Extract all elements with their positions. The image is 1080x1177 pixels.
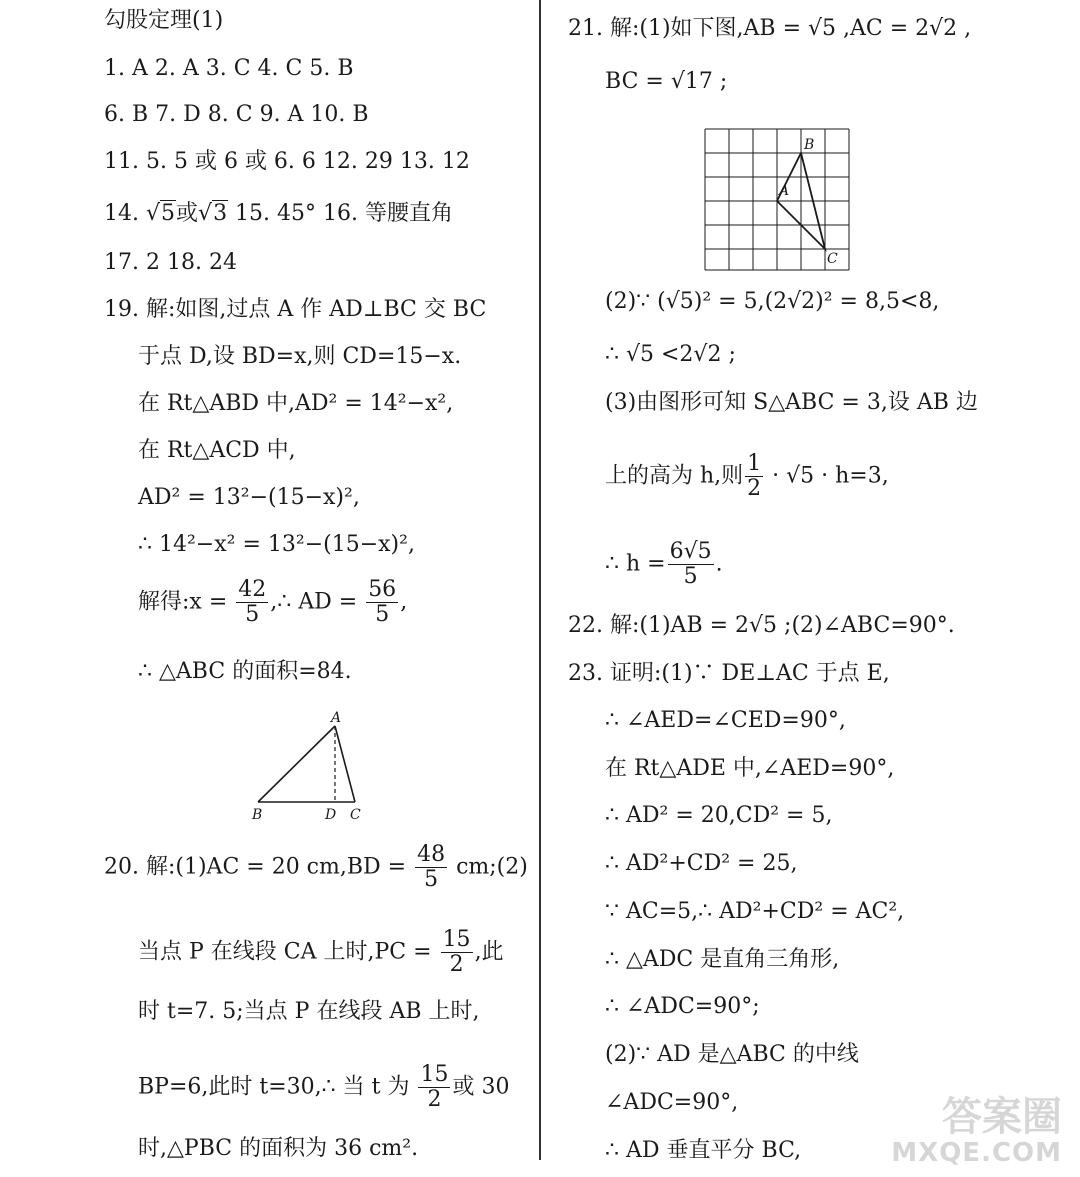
q19-line-5: AD² = 13²−(15−x)², [138, 485, 360, 510]
q20-line-3: 时 t=7. 5;当点 P 在线段 AB 上时, [138, 999, 480, 1024]
section-title: 勾股定理(1) [104, 8, 224, 33]
q19-line-3: 在 Rt△ABD 中,AD² = 14²−x², [138, 391, 454, 416]
watermark-url: MXQE.COM [891, 1138, 1062, 1168]
watermark-logo: 答案圈 [942, 1094, 1062, 1140]
q20-l1-text-a: 20. 解:(1)AC = 20 cm,BD = [104, 854, 407, 880]
q21-line-4: ∴ √5 <2√2 ; [605, 342, 736, 367]
fraction-42-5: $\frac{42}{5}$ [238, 577, 267, 627]
q19-l7-text-b: ,∴ AD = [270, 589, 358, 615]
q23-line-2: ∴ ∠AED=∠CED=90°, [605, 708, 846, 733]
q19-line-4: 在 Rt△ACD 中, [138, 438, 296, 463]
fraction-15-2-a: $\frac{15}{2}$ [442, 927, 471, 977]
answer-line-14-16 [104, 199, 453, 229]
q23-line-4: ∴ AD² = 20,CD² = 5, [605, 803, 833, 828]
q23-line-8: ∴ ∠ADC=90°; [605, 994, 760, 1019]
fraction-48-5: $\frac{48}{5}$ [417, 842, 446, 892]
fraction-56-5: $\frac{56}{5}$ [368, 577, 397, 627]
fraction-1-2: $\frac{1}{2}$ [747, 451, 762, 501]
q19-l7-text-c: , [400, 589, 408, 615]
q19-l7-text-a: 解得:x = [138, 589, 228, 615]
sqrt-3: √3 [198, 201, 228, 226]
q20-line-2 [138, 928, 504, 977]
q21-line-1: 21. 解:(1)如下图,AB = √5 ,AC = 2√2 , [568, 16, 972, 41]
label-B: B [252, 807, 263, 823]
answer-line-11-13: 11. 5. 5 或 6 或 6. 6 12. 29 13. 12 [104, 149, 470, 174]
answer-line-6-10: 6. B 7. D 8. C 9. A 10. B [104, 102, 369, 127]
q19-line-6: ∴ 14²−x² = 13²−(15−x)², [138, 532, 415, 557]
q23-line-1: 23. 证明:(1)∵ DE⊥AC 于点 E, [568, 661, 890, 686]
answer-line-17-18: 17. 2 18. 24 [104, 250, 237, 275]
q23-line-10: ∠ADC=90°, [605, 1090, 739, 1115]
q23-line-9: (2)∵ AD 是△ABC 的中线 [605, 1042, 859, 1067]
q20-l2-text-b: ,此 [474, 939, 504, 965]
q20-l4-text-b: 或 30 [452, 1074, 510, 1100]
label-B: B [804, 137, 815, 153]
q23-line-11: ∴ AD 垂直平分 BC, [605, 1138, 802, 1163]
q21-line-5: (3)由图形可知 S△ABC = 3,设 AB 边 [605, 390, 978, 415]
label-D: D [325, 807, 337, 823]
q20-l2-text-a: 当点 P 在线段 CA 上时,PC = [138, 939, 432, 965]
q20-line-4 [138, 1063, 509, 1112]
q21-line-2: BC = √17 ; [605, 69, 728, 94]
q14-or: 或 [176, 201, 199, 226]
q22-line: 22. 解:(1)AB = 2√5 ;(2)∠ABC=90°. [568, 613, 955, 638]
q21-l6-text-b: · √5 · h=3, [765, 463, 889, 489]
grid-figure-21 [700, 125, 860, 275]
q21-line-6 [605, 452, 889, 501]
q21-line-3: (2)∵ (√5)² = 5,(2√2)² = 8,5<8, [605, 289, 940, 314]
fraction-6root5-5: $\frac{6√5}{5}$ [669, 539, 712, 589]
q21-l6-text-a: 上的高为 h,则 [605, 463, 744, 489]
q19-line-2: 于点 D,设 BD=x,则 CD=15−x. [138, 344, 462, 369]
fraction-15-2-b: $\frac{15}{2}$ [420, 1062, 449, 1112]
label-A: A [331, 710, 342, 726]
label-A: A [779, 183, 790, 199]
triangle-figure-19 [240, 705, 380, 825]
q23-line-5: ∴ AD²+CD² = 25, [605, 851, 798, 876]
q21-l7-text-a: ∴ h = [605, 551, 666, 577]
q23-line-7: ∴ △ADC 是直角三角形, [605, 947, 840, 972]
q23-line-6: ∵ AC=5,∴ AD²+CD² = AC², [605, 899, 905, 924]
q19-line-7 [138, 578, 407, 627]
q14-number: 14. [104, 201, 146, 226]
q23-line-3: 在 Rt△ADE 中,∠AED=90°, [605, 756, 895, 781]
answer-line-1-5: 1. A 2. A 3. C 4. C 5. B [104, 56, 354, 81]
q20-line-1 [104, 843, 528, 892]
column-divider [539, 0, 541, 1160]
q19-line-8: ∴ △ABC 的面积=84. [138, 659, 352, 684]
q21-line-7 [605, 540, 723, 589]
watermark [891, 1095, 1062, 1167]
sqrt-5: √5 [145, 201, 176, 226]
q20-l4-text-a: BP=6,此时 t=30,∴ 当 t 为 [138, 1074, 410, 1100]
label-C: C [827, 251, 838, 267]
q20-line-5: 时,△PBC 的面积为 36 cm². [138, 1136, 419, 1161]
q19-line-1: 19. 解:如图,过点 A 作 AD⊥BC 交 BC [104, 297, 487, 322]
label-C: C [350, 807, 361, 823]
q20-l1-text-b: cm;(2) [449, 854, 528, 880]
q21-l7-text-b: . [715, 551, 723, 577]
q14-rest: 15. 45° 16. 等腰直角 [228, 201, 454, 226]
